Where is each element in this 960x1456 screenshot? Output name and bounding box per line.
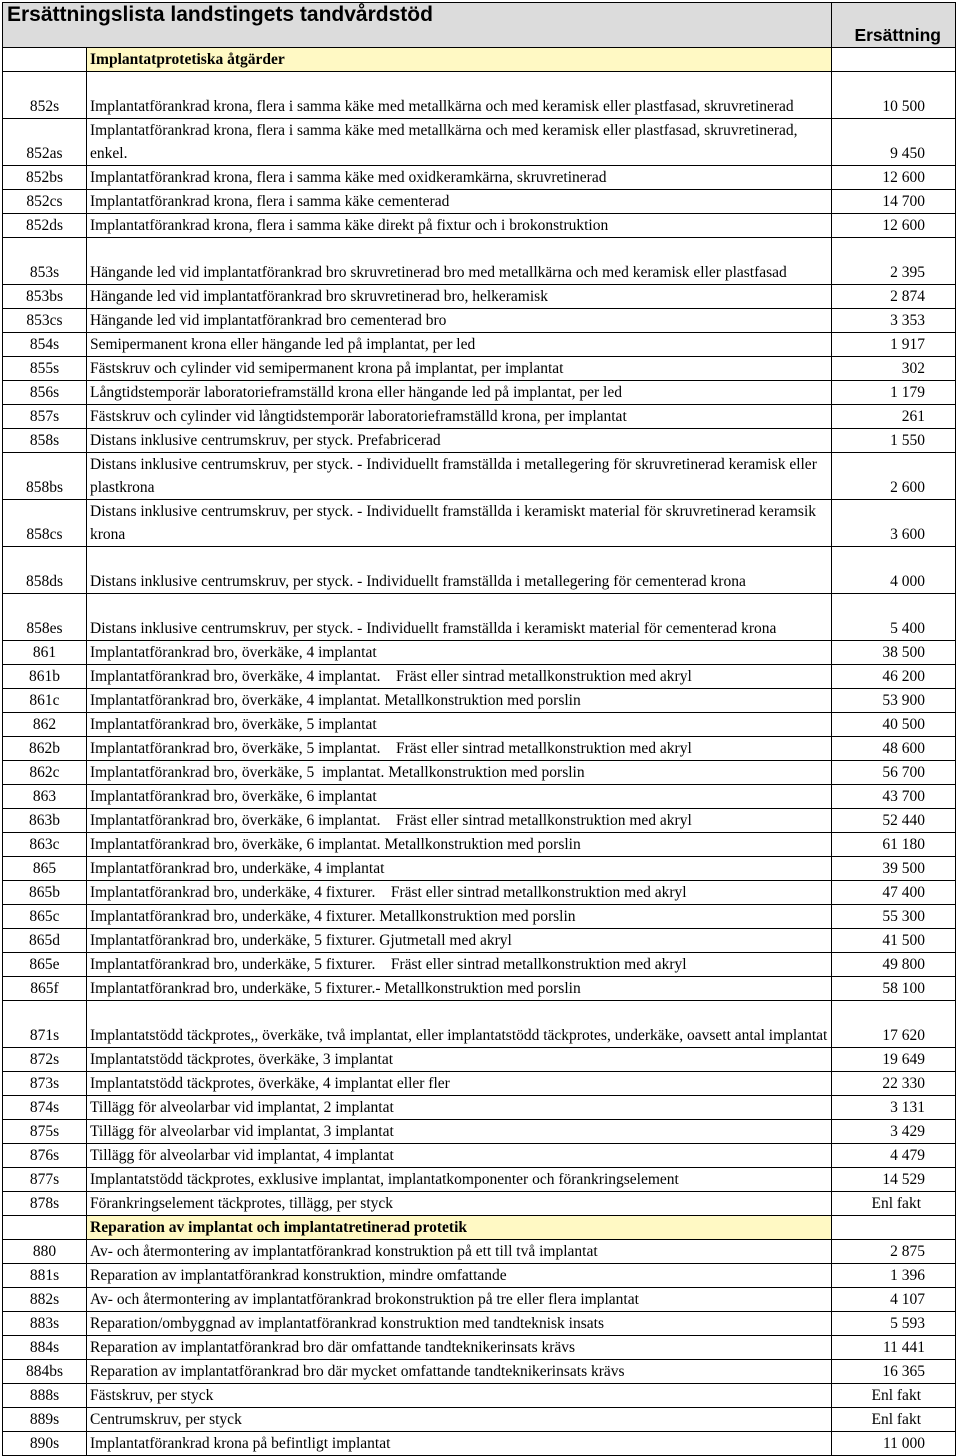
price-list-sheet: [2, 2, 955, 1456]
section-heading: Implantatprotetiska åtgärder: [87, 48, 832, 72]
treatment-description: Fästskruv och cylinder vid långtidstemporär laboratorieframställd krona, per implantat: [87, 405, 832, 429]
reimbursement-amount: Enl fakt: [832, 1408, 956, 1432]
treatment-description: Reparation av implantatförankrad konstruktion, mindre omfattande: [87, 1264, 832, 1288]
table-row: [3, 453, 956, 500]
treatment-description: Distans inklusive centrumskruv, per styck. Prefabricerad: [87, 429, 832, 453]
reimbursement-amount: 48 600: [832, 737, 956, 761]
treatment-description: Implantatförankrad bro, överkäke, 6 implantat: [87, 785, 832, 809]
table-row: [3, 833, 956, 857]
section-heading: Reparation av implantat och implantatretinerad protetik: [87, 1216, 832, 1240]
reimbursement-amount: 58 100: [832, 977, 956, 1001]
treatment-code: 865e: [3, 953, 87, 977]
treatment-description: Av- och återmontering av implantatförankrad konstruktion på ett till två implantat: [87, 1240, 832, 1264]
reimbursement-amount: 3 131: [832, 1096, 956, 1120]
treatment-description: Reparation av implantatförankrad bro där mycket omfattande tandteknikerinsats krävs: [87, 1360, 832, 1384]
treatment-description: Implantatförankrad bro, överkäke, 5 implantat. Fräst eller sintrad metallkonstruktion med akryl: [87, 737, 832, 761]
table-row: [3, 1312, 956, 1336]
page-title: Ersättningslista landstingets tandvårdstöd: [7, 3, 433, 26]
treatment-code: 881s: [3, 1264, 87, 1288]
treatment-description: Distans inklusive centrumskruv, per styck. - Individuellt framställda i keramiskt material för skruvretinerad keramsik krona: [87, 500, 832, 547]
treatment-description: Hängande led vid implantatförankrad bro skruvretinerad bro, helkeramisk: [87, 285, 832, 309]
treatment-code: 858bs: [3, 453, 87, 500]
treatment-code: 865: [3, 857, 87, 881]
treatment-description: Implantatförankrad krona, flera i samma käke cementerad: [87, 190, 832, 214]
section-heading-code-cell: [3, 1216, 87, 1240]
treatment-code: 861c: [3, 689, 87, 713]
treatment-code: 858ds: [3, 547, 87, 594]
treatment-description: Hängande led vid implantatförankrad bro skruvretinerad bro med metallkärna och med keramisk eller plastfasad: [87, 238, 832, 285]
table-row: [3, 547, 956, 594]
treatment-description: Långtidstemporär laboratorieframställd krona eller hängande led på implantat, per led: [87, 381, 832, 405]
table-row: [3, 1288, 956, 1312]
table-row: [3, 500, 956, 547]
table-row: [3, 1120, 956, 1144]
treatment-description: Implantatförankrad bro, underkäke, 5 fixturer. Fräst eller sintrad metallkonstruktion med akryl: [87, 953, 832, 977]
treatment-code: 854s: [3, 333, 87, 357]
reimbursement-amount: 2 874: [832, 285, 956, 309]
table-row: [3, 166, 956, 190]
treatment-description: Implantatförankrad krona, flera i samma käke med metallkärna och med keramisk eller plastfasad, skruvretinerad: [87, 72, 832, 119]
table-row: [3, 905, 956, 929]
table-row: [3, 285, 956, 309]
table-row: [3, 357, 956, 381]
reimbursement-amount: 17 620: [832, 1001, 956, 1048]
reimbursement-amount: 11 000: [832, 1432, 956, 1456]
table-row: [3, 665, 956, 689]
table-row: [3, 1264, 956, 1288]
table-row: [3, 1408, 956, 1432]
table-row: [3, 1192, 956, 1216]
treatment-code: 863c: [3, 833, 87, 857]
table-row: [3, 953, 956, 977]
reimbursement-amount: 22 330: [832, 1072, 956, 1096]
table-row: [3, 72, 956, 119]
treatment-code: 874s: [3, 1096, 87, 1120]
treatment-description: Semipermanent krona eller hängande led på implantat, per led: [87, 333, 832, 357]
reimbursement-amount: 1 396: [832, 1264, 956, 1288]
table-row: [3, 1001, 956, 1048]
treatment-description: Implantatförankrad bro, överkäke, 4 implantat. Fräst eller sintrad metallkonstruktion med akryl: [87, 665, 832, 689]
section-heading-row: [3, 48, 956, 72]
section-heading-amount-cell: [832, 48, 956, 72]
table-row: [3, 857, 956, 881]
treatment-code: 882s: [3, 1288, 87, 1312]
title-cell: [3, 3, 832, 48]
treatment-description: Fästskruv, per styck: [87, 1384, 832, 1408]
reimbursement-amount: 16 365: [832, 1360, 956, 1384]
treatment-description: Tillägg för alveolarbar vid implantat, 4 implantat: [87, 1144, 832, 1168]
table-row: [3, 761, 956, 785]
reimbursement-amount: 41 500: [832, 929, 956, 953]
reimbursement-amount: 14 529: [832, 1168, 956, 1192]
table-row: [3, 381, 956, 405]
treatment-description: Implantatförankrad bro, överkäke, 5 implantat. Metallkonstruktion med porslin: [87, 761, 832, 785]
table-row: [3, 689, 956, 713]
treatment-code: 862b: [3, 737, 87, 761]
reimbursement-amount: 55 300: [832, 905, 956, 929]
treatment-description: Reparation av implantatförankrad bro där omfattande tandteknikerinsats krävs: [87, 1336, 832, 1360]
treatment-code: 852s: [3, 72, 87, 119]
reimbursement-amount: 4 479: [832, 1144, 956, 1168]
reimbursement-amount: 53 900: [832, 689, 956, 713]
table-row: [3, 929, 956, 953]
table-row: [3, 1072, 956, 1096]
reimbursement-amount: 2 600: [832, 453, 956, 500]
reimbursement-amount: 1 179: [832, 381, 956, 405]
section-heading-row: [3, 1216, 956, 1240]
treatment-description: Av- och återmontering av implantatförankrad brokonstruktion på tre eller flera implantat: [87, 1288, 832, 1312]
treatment-description: Implantatförankrad bro, underkäke, 4 fixturer. Fräst eller sintrad metallkonstruktion med akryl: [87, 881, 832, 905]
treatment-code: 861b: [3, 665, 87, 689]
reimbursement-amount: 3 600: [832, 500, 956, 547]
table-row: [3, 1048, 956, 1072]
treatment-code: 890s: [3, 1432, 87, 1456]
table-row: [3, 1336, 956, 1360]
treatment-description: Implantatstödd täckprotes, överkäke, 3 implantat: [87, 1048, 832, 1072]
table-row: [3, 1240, 956, 1264]
section-heading-code-cell: [3, 48, 87, 72]
table-row: [3, 809, 956, 833]
treatment-code: 865c: [3, 905, 87, 929]
table-row: [3, 429, 956, 453]
treatment-code: 865b: [3, 881, 87, 905]
treatment-code: 877s: [3, 1168, 87, 1192]
table-row: [3, 881, 956, 905]
reimbursement-amount: 39 500: [832, 857, 956, 881]
treatment-description: Implantatförankrad krona på befintligt implantat: [87, 1432, 832, 1456]
reimbursement-amount: 46 200: [832, 665, 956, 689]
treatment-code: 861: [3, 641, 87, 665]
treatment-code: 852bs: [3, 166, 87, 190]
treatment-code: 872s: [3, 1048, 87, 1072]
treatment-description: Fästskruv och cylinder vid semipermanent krona på implantat, per implantat: [87, 357, 832, 381]
treatment-description: Centrumskruv, per styck: [87, 1408, 832, 1432]
header-row: [3, 3, 956, 48]
treatment-description: Implantatförankrad bro, överkäke, 4 implantat: [87, 641, 832, 665]
reimbursement-amount: 4 000: [832, 547, 956, 594]
treatment-code: 863b: [3, 809, 87, 833]
reimbursement-amount: 3 429: [832, 1120, 956, 1144]
table-row: [3, 594, 956, 641]
table-row: [3, 785, 956, 809]
treatment-code: 889s: [3, 1408, 87, 1432]
treatment-code: 853s: [3, 238, 87, 285]
treatment-code: 856s: [3, 381, 87, 405]
reimbursement-amount: 2 875: [832, 1240, 956, 1264]
treatment-code: 852as: [3, 119, 87, 166]
treatment-code: 862: [3, 713, 87, 737]
reimbursement-amount: 1 550: [832, 429, 956, 453]
section-heading-amount-cell: [832, 1216, 956, 1240]
reimbursement-amount: 38 500: [832, 641, 956, 665]
treatment-description: Implantatförankrad bro, underkäke, 4 implantat: [87, 857, 832, 881]
reimbursement-amount: Enl fakt: [832, 1384, 956, 1408]
treatment-description: Tillägg för alveolarbar vid implantat, 3 implantat: [87, 1120, 832, 1144]
reimbursement-amount: 52 440: [832, 809, 956, 833]
treatment-code: 888s: [3, 1384, 87, 1408]
treatment-description: Implantatförankrad krona, flera i samma käke direkt på fixtur och i brokonstruktion: [87, 214, 832, 238]
treatment-code: 884bs: [3, 1360, 87, 1384]
table-row: [3, 1144, 956, 1168]
treatment-description: Implantatstödd täckprotes, överkäke, 4 implantat eller fler: [87, 1072, 832, 1096]
reimbursement-amount: 47 400: [832, 881, 956, 905]
table-row: [3, 737, 956, 761]
table-row: [3, 119, 956, 166]
table-row: [3, 190, 956, 214]
table-row: [3, 309, 956, 333]
treatment-code: 853cs: [3, 309, 87, 333]
treatment-code: 852ds: [3, 214, 87, 238]
reimbursement-amount: 261: [832, 405, 956, 429]
reimbursement-amount: 302: [832, 357, 956, 381]
table-row: [3, 641, 956, 665]
treatment-code: 862c: [3, 761, 87, 785]
treatment-code: 857s: [3, 405, 87, 429]
treatment-description: Implantatstödd täckprotes,, överkäke, två implantat, eller implantatstödd täckprotes, underkäke, oavsett antal implantat: [87, 1001, 832, 1048]
price-table: [2, 2, 956, 1456]
treatment-description: Reparation/ombyggnad av implantatförankrad konstruktion med tandteknisk insats: [87, 1312, 832, 1336]
reimbursement-amount: 9 450: [832, 119, 956, 166]
reimbursement-amount: 49 800: [832, 953, 956, 977]
table-row: [3, 1384, 956, 1408]
treatment-description: Implantatförankrad krona, flera i samma käke med metallkärna och med keramisk eller plastfasad, skruvretinerad, enkel.: [87, 119, 832, 166]
table-row: [3, 1168, 956, 1192]
treatment-description: Implantatförankrad bro, överkäke, 4 implantat. Metallkonstruktion med porslin: [87, 689, 832, 713]
table-row: [3, 1096, 956, 1120]
reimbursement-amount: 5 593: [832, 1312, 956, 1336]
treatment-description: Implantatförankrad bro, underkäke, 4 fixturer. Metallkonstruktion med porslin: [87, 905, 832, 929]
treatment-code: 865f: [3, 977, 87, 1001]
treatment-code: 875s: [3, 1120, 87, 1144]
reimbursement-amount: 11 441: [832, 1336, 956, 1360]
treatment-description: Tillägg för alveolarbar vid implantat, 2 implantat: [87, 1096, 832, 1120]
reimbursement-amount: 61 180: [832, 833, 956, 857]
table-row: [3, 238, 956, 285]
treatment-code: 852cs: [3, 190, 87, 214]
reimbursement-amount: 10 500: [832, 72, 956, 119]
reimbursement-amount: 2 395: [832, 238, 956, 285]
reimbursement-amount: 56 700: [832, 761, 956, 785]
treatment-description: Förankringselement täckprotes, tillägg, per styck: [87, 1192, 832, 1216]
treatment-code: 858es: [3, 594, 87, 641]
treatment-code: 883s: [3, 1312, 87, 1336]
reimbursement-amount: 5 400: [832, 594, 956, 641]
treatment-code: 873s: [3, 1072, 87, 1096]
treatment-description: Distans inklusive centrumskruv, per styck. - Individuellt framställda i metallegering för skruvretinerad keramisk eller plastkrona: [87, 453, 832, 500]
treatment-description: Distans inklusive centrumskruv, per styck. - Individuellt framställda i keramiskt material för cementerad krona: [87, 594, 832, 641]
treatment-code: 858s: [3, 429, 87, 453]
table-row: [3, 405, 956, 429]
table-row: [3, 333, 956, 357]
amount-column-header: Ersättning: [832, 3, 956, 48]
reimbursement-amount: 14 700: [832, 190, 956, 214]
treatment-code: 878s: [3, 1192, 87, 1216]
treatment-description: Hängande led vid implantatförankrad bro cementerad bro: [87, 309, 832, 333]
reimbursement-amount: 40 500: [832, 713, 956, 737]
treatment-description: Implantatförankrad bro, överkäke, 6 implantat. Fräst eller sintrad metallkonstruktion med akryl: [87, 809, 832, 833]
treatment-description: Implantatstödd täckprotes, exklusive implantat, implantatkomponenter och förankringselement: [87, 1168, 832, 1192]
treatment-description: Implantatförankrad bro, underkäke, 5 fixturer. Gjutmetall med akryl: [87, 929, 832, 953]
reimbursement-amount: 43 700: [832, 785, 956, 809]
treatment-code: 884s: [3, 1336, 87, 1360]
treatment-code: 865d: [3, 929, 87, 953]
table-row: [3, 713, 956, 737]
treatment-code: 858cs: [3, 500, 87, 547]
table-row: [3, 977, 956, 1001]
reimbursement-amount: 1 917: [832, 333, 956, 357]
reimbursement-amount: 3 353: [832, 309, 956, 333]
reimbursement-amount: 12 600: [832, 166, 956, 190]
treatment-code: 853bs: [3, 285, 87, 309]
reimbursement-amount: 19 649: [832, 1048, 956, 1072]
treatment-code: 880: [3, 1240, 87, 1264]
table-row: [3, 1360, 956, 1384]
reimbursement-amount: 12 600: [832, 214, 956, 238]
treatment-code: 876s: [3, 1144, 87, 1168]
reimbursement-amount: 4 107: [832, 1288, 956, 1312]
treatment-description: Implantatförankrad bro, överkäke, 6 implantat. Metallkonstruktion med porslin: [87, 833, 832, 857]
treatment-description: Implantatförankrad bro, underkäke, 5 fixturer.- Metallkonstruktion med porslin: [87, 977, 832, 1001]
treatment-description: Implantatförankrad krona, flera i samma käke med oxidkeramkärna, skruvretinerad: [87, 166, 832, 190]
treatment-code: 855s: [3, 357, 87, 381]
treatment-code: 863: [3, 785, 87, 809]
treatment-code: 871s: [3, 1001, 87, 1048]
table-row: [3, 1432, 956, 1456]
reimbursement-amount: Enl fakt: [832, 1192, 956, 1216]
table-row: [3, 214, 956, 238]
treatment-description: Implantatförankrad bro, överkäke, 5 implantat: [87, 713, 832, 737]
treatment-description: Distans inklusive centrumskruv, per styck. - Individuellt framställda i metallegering för cementerad krona: [87, 547, 832, 594]
